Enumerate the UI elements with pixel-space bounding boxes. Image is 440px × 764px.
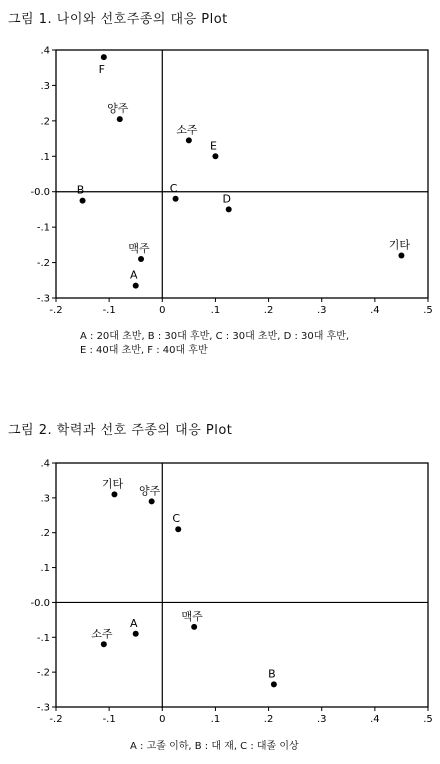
figure-1-y-tick-label: .3: [40, 80, 50, 92]
figure-2-point: [133, 631, 139, 637]
figure-1-legend-line: E : 40대 초반, F : 40대 후반: [80, 345, 208, 356]
figure-2-point: [101, 641, 107, 647]
figure-1-y-tick-label: -0.0: [30, 187, 50, 199]
figure-2-point: [191, 624, 197, 630]
figure-1-x-tick-label: .4: [370, 305, 380, 316]
figure-1-point: [133, 283, 139, 289]
figure-1-y-tick-label: .1: [40, 151, 50, 163]
figure-2-point: [111, 491, 117, 497]
figure-2-x-tick-label: -.1: [102, 714, 116, 725]
figure-2-x-tick-label: 0: [159, 714, 166, 725]
figure-2-point-label: 기타: [101, 477, 124, 491]
figure-1-x-tick-label: .2: [263, 305, 274, 316]
figure-2-frame: [56, 463, 428, 707]
figure-1-point-label: C: [169, 181, 178, 195]
figure-2-point: [149, 498, 155, 504]
figure-2-point-label: 소주: [91, 627, 113, 641]
figure-2-x-tick-label: .4: [370, 714, 380, 725]
figure-1-frame: [56, 50, 428, 298]
figure-1-x-tick-label: -.1: [102, 305, 116, 316]
figure-1-title: 그림 1. 나이와 선호주종의 대응 Plot: [8, 12, 228, 27]
figure-1-point: [80, 198, 86, 204]
figure-1-legend-line: A : 20대 초반, B : 30대 후반, C : 30대 초반, D : 30대 후반,: [80, 331, 350, 342]
figure-1-point: [138, 256, 144, 262]
figure-2-y-tick-label: .4: [40, 458, 50, 470]
figure-1-point-label: D: [222, 192, 231, 206]
figure-1-x-tick-label: .5: [423, 305, 433, 316]
figure-1-point: [186, 137, 192, 143]
figure-2-legend: [130, 740, 430, 754]
figure-1-point-label: E: [209, 139, 217, 153]
figure-1-point-label: 맥주: [128, 242, 150, 256]
figure-1-point: [117, 116, 123, 122]
figure-2-point-label: 맥주: [181, 609, 203, 623]
figure-2-point: [271, 681, 277, 687]
figure-2-x-tick-label: .2: [263, 714, 274, 725]
figure-1-point-label: F: [98, 63, 105, 77]
figure-1-point: [101, 54, 107, 60]
figure-2-point-label: A: [129, 616, 138, 630]
figure-2-y-tick-label: -0.0: [30, 597, 50, 609]
figure-2-y-tick-label: -.3: [36, 702, 50, 714]
figure-1-plot: [0, 0, 440, 330]
figure-1-x-tick-label: 0: [159, 305, 166, 316]
figure-2-y-tick-label: .3: [40, 493, 50, 505]
figure-2-point-label: 양주: [139, 484, 161, 498]
figure-2-y-tick-label: -.1: [36, 632, 50, 644]
figure-2-y-tick-label: -.2: [36, 667, 50, 679]
figure-1-y-tick-label: .2: [40, 116, 50, 128]
figure-1-point: [173, 196, 179, 202]
figure-2-y-tick-label: .1: [40, 563, 50, 575]
figure-1-point-label: 소주: [176, 123, 198, 137]
figure-1-point: [212, 153, 218, 159]
figure-1-point-label: A: [129, 268, 138, 282]
figure-1-y-tick-label: -.3: [36, 293, 50, 305]
figure-1-y-tick-label: -.1: [36, 222, 50, 234]
figure-2-x-tick-label: .1: [210, 714, 221, 725]
figure-2-legend-line: A : 고졸 이하, B : 대 재, C : 대졸 이상: [130, 741, 299, 752]
figure-2-point-label: C: [172, 512, 181, 526]
figure-1-point-label: 양주: [107, 102, 129, 116]
figure-1-x-tick-label: .3: [316, 305, 327, 316]
figure-1-x-tick-label: -.2: [49, 305, 63, 316]
figure-2-title: 그림 2. 학력과 선호 주종의 대응 Plot: [8, 423, 233, 438]
figure-1-legend: [80, 330, 420, 358]
figure-2-x-tick-label: -.2: [49, 714, 63, 725]
figure-2-point-label: B: [268, 667, 276, 681]
figure-2-y-tick-label: .2: [40, 528, 50, 540]
figure-1-point: [226, 206, 232, 212]
figure-2-x-tick-label: .3: [316, 714, 327, 725]
figure-1-point-label: B: [76, 183, 85, 197]
figure-2-x-tick-label: .5: [423, 714, 433, 725]
figure-1-point: [398, 252, 404, 258]
figure-2-point: [175, 526, 181, 532]
figure-1-y-tick-label: .4: [40, 45, 50, 57]
figure-1-point-label: 기타: [388, 238, 411, 252]
figure-1-x-tick-label: .1: [210, 305, 221, 316]
figure-1-y-tick-label: -.2: [36, 258, 50, 270]
